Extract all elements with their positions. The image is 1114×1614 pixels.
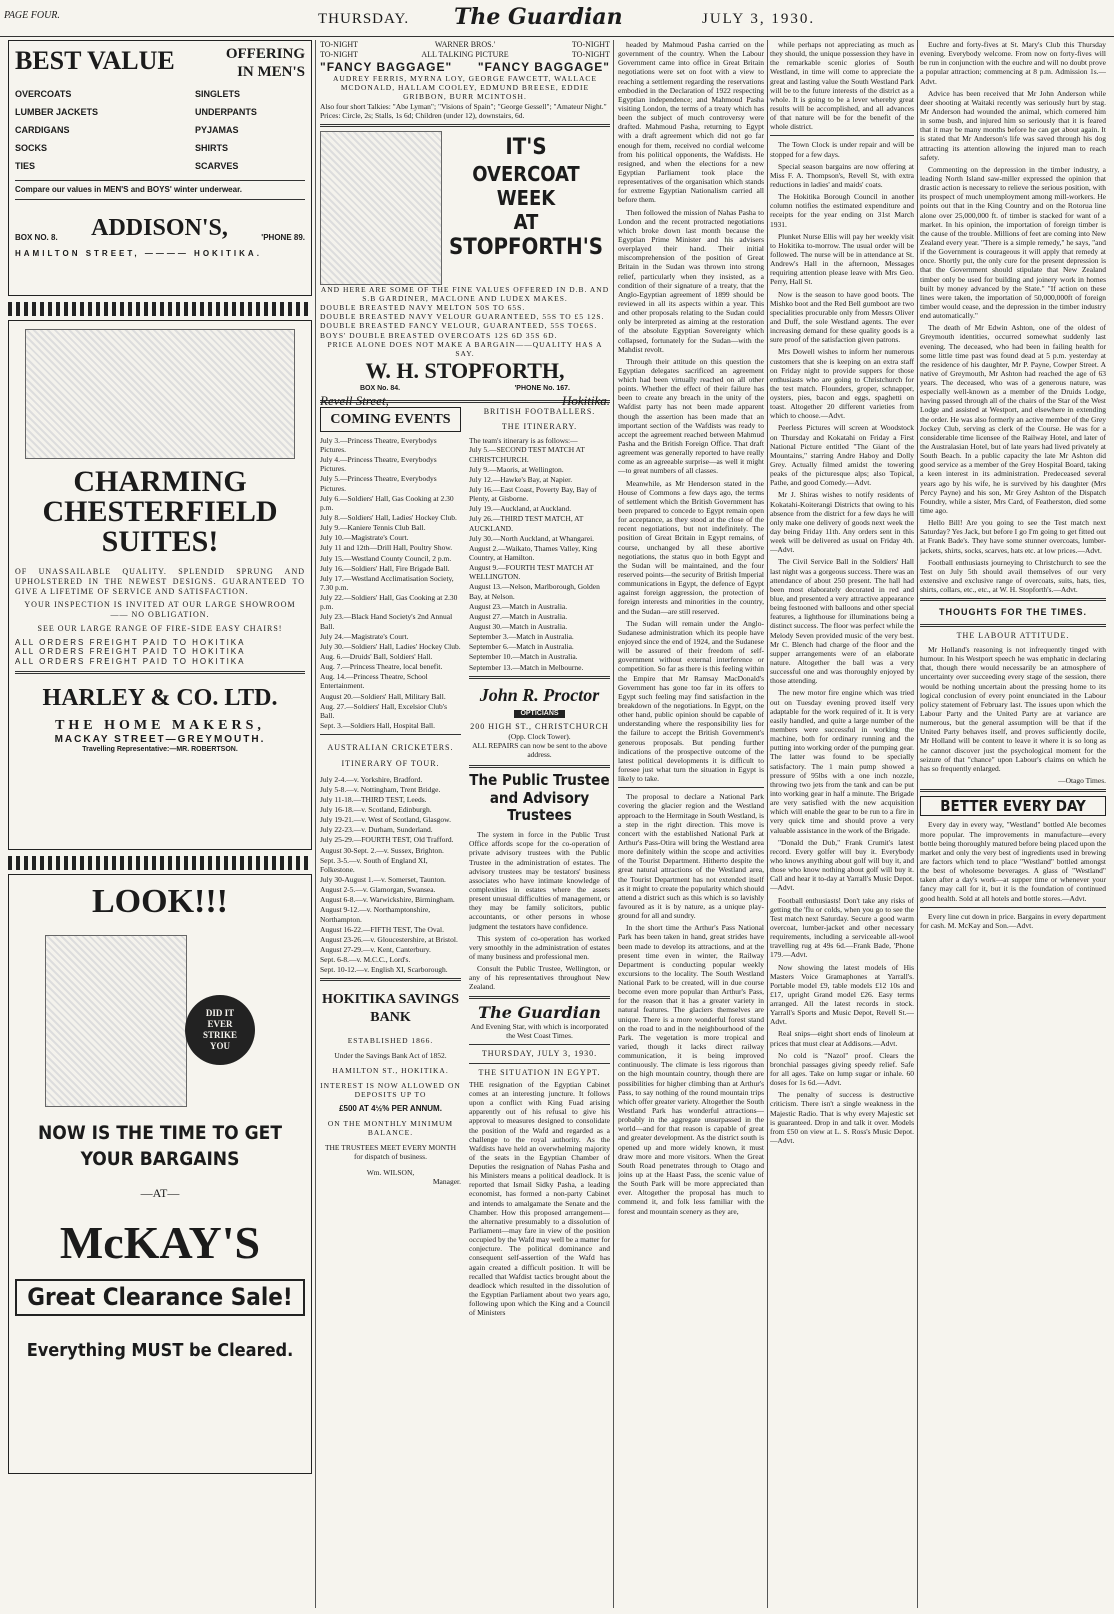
list-item: August 2-5.—v. Glamorgan, Swansea.: [320, 885, 436, 895]
column-5: [920, 40, 1106, 1608]
list-item: July 5.—Princess Theatre, Everybodys Pictures.: [320, 474, 437, 493]
bank-act: Under the Savings Bank Act of 1852.: [334, 1050, 447, 1060]
list-item: Aug. 14.—Princess Theatre, School Entertainment.: [320, 672, 428, 691]
badge-text: DID IT EVER STRIKE YOU: [202, 1008, 237, 1051]
list-item: August 30.—Match in Australia.: [469, 622, 568, 631]
bank-est: ESTABLISHED 1866.: [347, 1035, 434, 1045]
list-item: July 9.—Kaniere Tennis Club Ball.: [320, 523, 426, 533]
list-item: July 9.—Maoris, at Wellington.: [469, 464, 564, 474]
mckays-must: Everything MUST be Cleared.: [26, 1340, 294, 1362]
column-rule: [767, 40, 768, 1608]
egypt-paragraph: Meanwhile, as Mr Henderson stated in the House of Commons a few days ago, the terms of settlement which the British Government has been prepared to concede to Egypt remain open for acceptance, as they stood at the close of the recent negotiations, but not indefinitely. The position of Great Britain in Egypt remains, of course, unchanged by all these abortive negotiations, the status quo in both Egypt and the Sudan will be maintained, and the four reserved points—the security of British Imperial communications in Egypt, the defence of Egypt against foreign aggression, the protection of foreign interests and minorities in the country, and the Sudan—are still reserved.: [618, 478, 764, 616]
mckays-advert: [8, 874, 312, 1474]
column-2-lower: [320, 407, 610, 1417]
theatre-right-2: TO-NIGHT: [571, 49, 610, 59]
sub-column-right: [469, 407, 610, 1417]
editorial-date: THURSDAY, JULY 3, 1930.: [481, 1049, 598, 1059]
list-item: August 2.—Waikato, Thames Valley, King Country, at Hamilton.: [469, 543, 597, 563]
column-rule: [613, 40, 614, 1608]
proctor-addr: 200 HIGH ST., CHRISTCHURCH: [470, 722, 609, 732]
price-line: BOYS' DOUBLE BREASTED OVERCOATS 12S 6D 35S 6D.: [320, 330, 558, 340]
labour-sign: —Otago Times.: [1058, 775, 1106, 785]
list-item: August 9-12.—v. Northamptonshire, Northampton.: [320, 905, 431, 924]
border-decoration: [8, 302, 312, 316]
theatre-center-2: ALL TALKING PICTURE: [421, 49, 509, 59]
mckay-notice: Every line cut down in price. Bargains in every department for cash. M. McKay and Son.—Advt.: [920, 911, 1106, 930]
column-rule: [917, 40, 918, 1608]
divider: [920, 598, 1106, 601]
list-item: August 23.—Match in Australia.: [469, 601, 568, 611]
addisons-items: [15, 86, 305, 176]
news-item: Real snips—eight short ends of linoleum at prices that must clear at Addisons.—Advt.: [770, 1029, 914, 1048]
list-item: July 2-4.—v. Yorkshire, Bradford.: [320, 774, 423, 784]
orders-line: ALL ORDERS FREIGHT PAID TO HOKITIKA: [15, 647, 246, 657]
harley-headline-2: CHESTERFIELD: [42, 495, 278, 528]
list-item: August 27.—Match in Australia.: [469, 611, 568, 621]
news-item: Special season bargains are now offering at Miss F. A. Thompson's, Revell St, with extra reductions in ladies' and maids' coats.: [770, 161, 914, 189]
mckays-now: NOW IS THE TIME TO GET YOUR BARGAINS: [37, 1122, 282, 1170]
list-item: August 30-Sept. 2.—v. Sussex, Brighton.: [320, 845, 444, 855]
egypt-paragraph: The Sudan will remain under the Anglo-Sudanese administration which its people have enjoyed since the end of 1924, and the Sudanese will be assured of their freedom of self-government without external interference or competition. So far as there is this feeling within the Empire that Mr Ramsay MacDonald's Government has gone too far in its offers to Egypt such feeling may find satisfaction in the breakdown of the negotiations. In Egypt, on the other hand, public opinion should be capable of understanding where the responsibility lies for the failure to accept the British Government's generous proposals. But pending further indications of the prospective outcome of the latest political developments it is difficult to foresee just what turn the situation in Egypt is likely to take.: [618, 618, 764, 784]
news-item: No cold is "Nazol" proof. Clears the bronchial passages giving speedy relief. Safe for all ages. Take on lump sugar or inhale. 60 doses for 1s 6d.—Advt.: [770, 1050, 914, 1088]
list-item: Sept. 6-8.—v. M.C.C., Lord's.: [320, 955, 411, 965]
list-item: July 30.—Soldiers' Hall, Ladies' Hockey Club.: [320, 641, 461, 651]
labour-body: Mr Holland's reasoning is not infrequently tinged with humour. In his Westport speech he was emphatic in declaring that, though there would necessarily be an atmosphere of uncertainty over succeeding every stage of the session, there would be nothing uncertain about the pressing home to its logical conclusion of every point enunciated in the Labour policy statement of February last. The issues upon which the Labour Party and the United Party are at variance are numerous, but the general assumption will be that if the United Party behaves itself, and proves sufficiently docile, Mr Holland will be content to leave it where it is so long as he cannot discover just the psychological moment for the seizure of that "chance" upon Labour's claims on which he has so frequently enlarged.: [920, 645, 1106, 773]
issue-day: THURSDAY.: [318, 11, 410, 27]
theatre-top: [320, 40, 610, 60]
list-item: Sept. 3-5.—v. South of England XI, Folkestone.: [320, 855, 428, 874]
harley-headline-1: CHARMING: [73, 465, 247, 498]
mckays-look: LOOK!!!: [92, 883, 228, 920]
list-item: July 4.—Princess Theatre, Everybodys Pictures.: [320, 455, 437, 474]
issue-date: JULY 3, 1930.: [702, 11, 816, 27]
list-item: SOCKS: [15, 142, 48, 153]
stopforth-intro: AND HERE ARE SOME OF THE FINE VALUES OFFERED IN D.B. AND S.B GARDINER, MACLONE AND LUDEX MAKES.: [320, 284, 610, 303]
column-2: [320, 40, 610, 1608]
list-item: UNDERPANTS: [195, 106, 257, 117]
list-item: September 6.—Match in Australia.: [469, 642, 574, 652]
news-item: Advice has been received that Mr John Anderson while deer shooting at Waitaki recently was seriously hurt by stag. Mr Anderson had wounded the animal, which cornered him in some bush, and injured him so seriously that it is feared that it may be many months before he can get about again. It is stated that Mr Anderson's life was saved through his dog attracting its attention allowing the injured man to reach safety.: [920, 88, 1106, 162]
bank-interest: INTEREST IS NOW ALLOWED ON DEPOSITS UP TO: [320, 1081, 461, 1100]
list-item: July 16-18.—v. Scotland, Edinburgh.: [320, 805, 432, 815]
list-item: SHIRTS: [195, 142, 229, 153]
stopforth-advert: [320, 131, 610, 409]
addisons-items-left: [15, 86, 98, 176]
seated-man-illustration: [320, 131, 442, 285]
list-item: SINGLETS: [195, 88, 241, 99]
mckays-sale: Great Clearance Sale!: [15, 1279, 305, 1316]
harley-rep: Travelling Representative:—MR. ROBERTSON.: [82, 746, 238, 754]
news-item: The new motor fire engine which was tried out on Tuesday evening proved itself very adaptable for the work required of it. It is very easily handled, and quite a large number of the members were successful in working the machine, both for ordinary running and the putting into working order of the pumping gear. The latter was found to be specially satisfactory. The 1 main pump showed a pressure of 95lbs with a one inch nozzle, throwing two jets from the tank and can be put into working gear in half a minute. The Brigade are very satisfied with the new acquisition which will enable the gear to be run to a fire in very quick time and should prove a very valuable assistance in the work of the Brigade.: [770, 688, 914, 835]
editorial-paper-name: The Guardian: [478, 1002, 601, 1022]
list-item: July 16.—Soldiers' Hall, Fire Brigade Ball.: [320, 563, 450, 573]
column-4: [770, 40, 914, 1608]
news-item: Plunket Nurse Ellis will pay her weekly visit to Hokitika to-morrow. The usual order will be followed. The nurse will be in attendance at St. Andrew's Hall in the afternoon, Messages requiring attention please leave with Mrs Geo. Perry, Hall St.: [770, 231, 914, 287]
stopforth-h3: AT: [513, 210, 539, 235]
list-item: OVERCOATS: [15, 88, 72, 99]
list-item: July 11-18.—THIRD TEST, Leeds.: [320, 794, 427, 804]
egypt-paragraph: Then followed the mission of Nahas Pasha to London and the recent protracted negotiations which broke down last month because the Egyptian Prime Minister and his advisers overplayed their hand. Their initial miscomprehension of the position of Great Britain in the Sudan was thrown into strong relief, particularly when they insisted, as a condition of their signature of a treaty, that the Anglo-Egyptian agreement of 1899 should be reviewed in all its aspects within a year. This and other proposals relating to the Sudan could only be interpreted as aiming at the restoration of the absolute Egyptian Sovereignty which collapsed, fortunately for the Sudan—with the Mahdist revolt.: [618, 207, 764, 354]
stopforth-name: W. H. STOPFORTH,: [365, 357, 565, 383]
editorial-head: THE SITUATION IN EGYPT.: [478, 1068, 601, 1078]
theatre-right-1: TO-NIGHT: [571, 40, 610, 49]
theatre-titles: [320, 60, 610, 75]
harley-advert: [8, 320, 312, 850]
divider: [320, 734, 461, 735]
bank-role: Manager.: [432, 1176, 461, 1186]
price-line: DOUBLE BREASTED NAVY VELOUR GUARANTEED, 55S TO £5 12S.: [320, 312, 605, 322]
mckays-illustration: [15, 925, 305, 1115]
list-item: July 22.—Soldiers' Hall, Gas Cooking at 2.30 p.m.: [320, 593, 458, 612]
list-item: PYJAMAS: [195, 124, 239, 135]
list-item: July 16.—East Coast, Poverty Bay, Bay of Plenty, at Gisborne.: [469, 485, 597, 504]
list-item: August 27-29.—v. Kent, Canterbury.: [320, 945, 431, 955]
addisons-items-right: [195, 86, 305, 176]
footballers-intro: The team's itinerary is as follows:—: [469, 436, 578, 446]
news-item: Hello Bill! Are you going to see the Test match next Saturday? Yes Jack, but before I go I'm going to get fitted out at Frank Bade's. They have some stunner overcoats, lumber-jackets, shirts, socks, scarves, hats etc. at low prices.—Advt.: [920, 518, 1106, 555]
bank-title: HOKITIKA SAVINGS BANK: [321, 992, 460, 1025]
better-title: BETTER EVERY DAY: [920, 796, 1106, 816]
harley-orders: [15, 638, 305, 667]
list-item: July 30-August 1.—v. Somerset, Taunton.: [320, 875, 446, 885]
sub-column-left: [320, 407, 461, 1417]
divider: [920, 789, 1106, 792]
list-item: July 15.—Westland County Council, 2 p.m.: [320, 553, 452, 563]
bank-trustees: THE TRUSTEES MEET EVERY MONTH for dispatch of business.: [324, 1143, 457, 1162]
price-line: DOUBLE BREASTED NAVY MELTON 50S TO 65S.: [320, 303, 526, 313]
bank-rate: £500 AT 4½% PER ANNUM.: [339, 1104, 442, 1114]
editorial-sub: And Evening Star, with which is incorporated the West Coast Times.: [470, 1022, 609, 1041]
list-item: July 10.—Magistrate's Court.: [320, 533, 409, 543]
stopforth-h2: OVERCOAT WEEK: [472, 161, 580, 211]
divider: [920, 907, 1106, 908]
theatre-title: "FANCY BAGGAGE": [477, 59, 610, 74]
thoughts-title: THOUGHTS FOR THE TIMES.: [939, 607, 1087, 618]
list-item: LUMBER JACKETS: [15, 106, 99, 117]
bank-street: HAMILTON ST., HOKITIKA.: [332, 1065, 449, 1075]
news-item: The penalty of success is destructive criticism. There isn't a single weakness in the Majestic Radio. That is why every Majestic set is guaranteed. Drop in and talk it over. Models from £50 on view at L. S. Ross's Music Depot.—Advt.: [770, 1090, 914, 1146]
footballers-list: [469, 445, 610, 671]
list-item: July 17.—Westland Acclimatisation Society, 7.30 p.m.: [320, 573, 454, 593]
divider: [15, 199, 305, 200]
list-item: July 19-21.—v. West of Scotland, Glasgow.: [320, 815, 451, 825]
list-item: Sept. 3.—Soldiers Hall, Hospital Ball.: [320, 720, 435, 730]
proctor-opp: (Opp. Clock Tower).: [508, 731, 571, 741]
divider: [15, 671, 305, 674]
proctor-name: John R. Proctor: [479, 684, 600, 705]
cricketers-sub: ITINERARY OF TOUR.: [341, 758, 440, 768]
list-item: July 5-8.—v. Nottingham, Trent Bridge.: [320, 784, 441, 794]
list-item: July 25-29.—FOURTH TEST, Old Trafford.: [320, 835, 454, 845]
list-item: August 9.—FOURTH TEST MATCH AT WELLINGTON.: [469, 563, 594, 582]
list-item: July 12.—Hawke's Bay, at Napier.: [469, 474, 573, 484]
list-item: CARDIGANS: [15, 124, 70, 135]
park-paragraph: The proposal to declare a National Park covering the glacier region and the Westland approach to the Hermitage in South Westland, is a step in the right direction. This move is concert with the established National Park at Arthur's Pass-Otira will bring the Westland area more definitely within the scope and activities of the Tourist Department. Hitherto despite the great natural attractions of the Westland area, the Tourist Department has not extended itself as it might to create the popularity which should attend a district such as this which is so lavishly favoured as it is by nature, as a unique play-ground for all and sundry.: [618, 792, 764, 921]
list-item: Aug. 27.—Soldiers' Hall, Excelsior Club's Ball.: [320, 701, 448, 720]
divider: [469, 1044, 610, 1045]
paper-name: The Guardian: [454, 4, 623, 30]
news-item: Football enthusiasts journeying to Christchurch to see the Test on July 5th should avail themselves of our very extensive and exclusive range of overcoats, suits, hats, ties, shirts, collars, etc., etc., at W. H. Stopforth's.—Advt.: [920, 557, 1106, 595]
stopforth-street: Revell Street,: [320, 393, 389, 409]
column-1: [8, 40, 312, 1608]
strike-badge: [185, 995, 255, 1065]
news-item: Football enthusiasts! Don't take any risks of getting the 'flu or colds, when you go to see the Test match next Saturday. Secure a good warm overcoat, lumber-jacket and other necessary requirements, including a serviceable all-wool travelling rug at 49s 6d.—Frank Bade, 'Phone 179.—Advt.: [770, 895, 914, 960]
stopforth-h4: STOPFORTH'S: [448, 234, 604, 260]
cricketers-title: AUSTRALIAN CRICKETERS.: [327, 743, 454, 753]
theatre-center: [421, 40, 508, 60]
coming-events-list: [320, 436, 461, 730]
list-item: September 10.—Match in Australia.: [469, 652, 578, 662]
column-rule: [315, 40, 316, 1608]
list-item: TIES: [15, 160, 36, 171]
divider: [770, 135, 914, 136]
addisons-phone: 'PHONE 89.: [261, 233, 305, 243]
harley-street: MACKAY STREET—GREYMOUTH.: [54, 734, 266, 746]
mckays-at: —AT—: [140, 1186, 180, 1201]
news-item: Mr J. Shiras wishes to notify residents of Kokatahi-Koiterangi Districts that owing to his absence from the district for a few days he will only make one delivery of goods next week the day being Friday 11th. Any orders sent in this week will be delivered as usual on Friday 4th.—Advt.: [770, 490, 914, 555]
list-item: September 13.—Match in Melbourne.: [469, 662, 584, 672]
page-number: PAGE FOUR.: [4, 10, 60, 21]
better-body: Every day in every way, "Westland" bottled Ale becomes more popular. The improvements in manufacture—every bottle being thoroughly matured before being placed upon the market and only the very best of ingredients used in brewing are factors which tend to place "Westland" bottled amongst the best of wholesome beverages. A glass of "Westland" taken after a day's work—at supper time or whenever your fancy may call for it, but it is the foundation of continued good health. Sold at all hotels and bottle stores.—Advt.: [920, 820, 1106, 903]
harley-inspect: YOUR INSPECTION IS INVITED AT OUR LARGE SHOWROOM —— NO OBLIGATION.: [24, 600, 296, 619]
list-item: August 23-26.—v. Gloucestershire, at Bristol.: [320, 934, 458, 944]
bank-sign: Wm. WILSON,: [366, 1167, 415, 1177]
harley-homemakers: THE HOME MAKERS,: [55, 718, 265, 734]
list-item: July 6.—Soldiers' Hall, Gas Cooking at 2.30 p.m.: [320, 493, 454, 512]
chesterfield-illustration: [25, 329, 295, 459]
list-item: SCARVES: [195, 160, 239, 171]
public-trustee-advert: [469, 772, 610, 991]
list-item: July 23.—Black Hand Society's 2nd Annual Ball.: [320, 612, 453, 631]
addisons-street: HAMILTON STREET, ———— HOKITIKA.: [15, 249, 262, 259]
list-item: July 5.—SECOND TEST MATCH AT CHRISTCHURCH.: [469, 445, 585, 464]
news-item: Commenting on the depression in the timber industry, a leading North Island saw-miller expressed the opinion that drastic action is necessary to relieve the serious position, with its prospect of much unemployment among mill-workers. He points out that in the King Country and on the Rotorua line alone over 25,000,000 ft. of timber is stacked for want of a market. In his opinion, the importation of foreign timber is the cause of the trouble. Millions of feet are coming into New Zealand every year. "There is a simple remedy," he says, "and if the Government is courageous it will apply that remedy at once. Shortly put, the only cure for the present depression is that the Government should stipulate that New Zealand timber only be used for building and joinery work in homes built by money advanced by the State." "If action on these lines were taken, the importation of 50,000,000ft of foreign timber would cease, and the depression in the timber industry end automatically.": [920, 164, 1106, 321]
news-item: while perhaps not appreciating as much as they should, the unique possession they have in the remarkable scenic glories of South Westland, in time will come to appreciate the great and lasting value the South Westland Park will be to the future interests of the district as a whole. It is going to be a lever whereby great results will be accomplished, and all advances of that nature will be for the benefit of the whole district.: [770, 40, 914, 132]
list-item: August 13.—Nelson, Marlborough, Golden Bay, at Nelson.: [469, 582, 600, 601]
orders-line: ALL ORDERS FREIGHT PAID TO HOKITIKA: [15, 657, 246, 666]
harley-name: HARLEY & CO. LTD.: [42, 684, 278, 711]
column-3: [618, 40, 764, 1608]
mckays-name: McKAY'S: [59, 1216, 261, 1268]
labour-title: THE LABOUR ATTITUDE.: [956, 631, 1070, 641]
list-item: July 19.—Auckland, at Auckland.: [469, 504, 572, 514]
addisons-title-right: OFFERING IN MEN'S: [225, 46, 305, 81]
savings-bank-advert: [320, 991, 461, 1185]
list-item: July 26.—THIRD TEST MATCH, AT AUCKLAND.: [469, 514, 584, 533]
list-item: July 11 and 12th—Drill Hall, Poultry Show.: [320, 543, 453, 553]
park-paragraph: In the short time the Arthur's Pass National Park has been taken in hand, great strides have been made to develop its attractions, and at the present time even in winter, the Railway Department is conducting popular weekly excursions to the locality. The South Westland National Park to be created, will in due course become even more popular than Arthur's Pass, for the reason that it has a greater variety in natural features. The glaciers themselves are unique. There is a more wonderful forest stand on the road to and in the neighbourhood of the Park. The vegetation is more tropical and varied, though it lacks direct railway communication, it is being improved continuously. The climate is less rigorous than on the high mountain country, though there are possibilities for higher climbing than at Arthur's Pass, to say nothing of the round mountain trips which offer greater variety. Altogether the South Westland Park has wonderful attractions—probably in the aggregate unsurpassed in the world—and for that reason is capable of great and greater development. As the district south is opened up and more widely known, it must draw more and more visitors. When the Great South Road penetrates through to Otago and joins up at the Haast Pass, the scenic value of the South Park will be more appreciated than ever. Altogether the proposal has much to commend it, and folk less familiar with the forest and mountain scenery as they are,: [618, 923, 764, 1216]
news-item: The Hokitika Borough Council in another column notifies the estimated expenditure and receipts for the year ending on 31st March 1931.: [770, 192, 914, 229]
theatre-left-2: TO-NIGHT: [320, 49, 359, 59]
news-item: Now is the season to have good boots. The Mishko boot and the Red Bell gumboot are two specialities procurable only from Messrs Oliver and Duff, the sole Westland agents. The ever increasing demand for these quality goods is a sure proof of the satisfaction given patrons.: [770, 289, 914, 345]
trustee-body-2: This system of co-operation has worked very smoothly in the administration of estates of many business and professional men.: [469, 933, 610, 961]
theatre-center-1: WARNER BROS.': [434, 40, 496, 49]
theatre-left: [320, 40, 358, 60]
border-decoration: [8, 856, 312, 870]
editorial: [469, 1003, 610, 1318]
stopforth-contacts: [320, 385, 610, 394]
theatre-left-1: TO-NIGHT: [320, 40, 359, 49]
cricketers-list: [320, 775, 461, 975]
news-item: The Town Clock is under repair and will be stopped for a few days.: [770, 140, 914, 159]
coming-events-title: COMING EVENTS: [320, 407, 461, 432]
list-item: July 8.—Soldiers' Hall, Ladies' Hockey Club.: [320, 513, 457, 523]
footballers-title: BRITISH FOOTBALLERS.: [483, 406, 596, 416]
list-item: September 3.—Match in Australia.: [469, 632, 574, 642]
harley-headline-3: SUITES!: [101, 525, 219, 558]
news-item: Now showing the latest models of His Masters Voice Gramaphones at Yarrall's. Portable model £9, table models £12 10s and £17, upright Grand model £26. Easy terms arranged. All the latest records in stock. Yarrall's Sports and Music Depot, Revell St.—Advt.: [770, 962, 914, 1027]
theatre-prices: Prices: Circle, 2s; Stalls, 1s 6d; Children (under 12), downstairs, 6d.: [320, 110, 525, 120]
theatre-title: "FANCY BAGGAGE": [320, 59, 453, 74]
list-item: Aug. 7.—Princess Theatre, local benefit.: [320, 662, 443, 672]
list-item: July 30.—North Auckland, at Whangarei.: [469, 533, 595, 543]
trustee-title: The Public Trustee and Advisory Trustees: [469, 771, 610, 824]
addisons-name: ADDISON'S,: [91, 214, 228, 241]
price-line: DOUBLE BREASTED FANCY VELOUR, GUARANTEED, 55S TO£6S.: [320, 321, 598, 331]
divider: [618, 787, 764, 788]
stopforth-price: PRICE ALONE DOES NOT MAKE A BARGAIN——QUALITY HAS A SAY.: [327, 339, 603, 358]
addisons-title-left: BEST VALUE: [15, 46, 175, 75]
proctor-sub: OPTICIANS: [514, 710, 564, 719]
proctor-repairs: ALL REPAIRS can now be sent to the above address.: [472, 741, 607, 760]
theatre-right: [572, 40, 610, 60]
proctor-advert: [469, 685, 610, 760]
theatre-cast: AUDREY FERRIS, MYRNA LOY, GEORGE FAWCETT, WALLACE MCDONALD, HALLAM COOLEY, EDMUND BREESE, EDDIE GRIBBON, BURR MCINTOSH.: [332, 74, 598, 102]
divider: [920, 624, 1106, 627]
list-item: Sept. 10-12.—v. English XI, Scarborough.: [320, 965, 448, 975]
addisons-compare: Compare our values in MEN'S and BOYS' winter underwear.: [15, 185, 242, 195]
bank-monthly: ON THE MONTHLY MINIMUM BALANCE.: [327, 1119, 454, 1138]
list-item: July 3.—Princess Theatre, Everybodys Pictures.: [320, 435, 437, 455]
editorial-body: THE resignation of the Egyptian Cabinet comes at an interesting juncture. It follows upon a conflict with King Fuad arising apparently out of his refusal to give his approval to measures designed to consolidate the position of the Wafd and regarded as a challenge to the royal authority. As the Wafdists have held an overwhelming majority of the seats in the Egyptian Chamber of Deputies the resignation of Nahas Pasha and his Ministers means a political deadlock. It is reported that Ismail Sidky Pasha, a leading economist, has formed a non-party Cabinet and intends to amalgamate the Senate and the Chamber. How this proposed arrangement—the alternative presumably to a dissolution of Parliament—may fare in view of the position occupied by the Wafd may well be a matter for conjecture. The political dominance and consequent self-assertion of the Wafd has again created a difficult position. It will be recalled that Wafdist tactics brought about the deadlock which resulted in the dissolution of the Egyptian Parliament about two years ago, following upon which the King and a Council of Ministers: [469, 1079, 610, 1318]
news-item: Euchre and forty-fives at St. Mary's Club this Thursday evening. Everybody welcome. From now on forty-fives will be run in conjunction with the euchre and will no doubt prove a popular attraction; commencing at 8 p.m. Admission 1s.—Advt.: [920, 40, 1106, 86]
divider: [469, 765, 610, 768]
stopforth-headline: [442, 131, 610, 285]
orders-line: ALL ORDERS FREIGHT PAID TO HOKITIKA: [15, 637, 246, 647]
stopforth-town: Hokitika.: [561, 393, 610, 409]
stopforth-h1: IT'S: [505, 134, 547, 160]
harley-range: SEE OUR LARGE RANGE OF FIRE-SIDE EASY CHAIRS!: [37, 623, 283, 633]
list-item: August 16-22.—FIFTH TEST, The Oval.: [320, 924, 444, 934]
divider: [469, 996, 610, 999]
news-item: Peerless Pictures will screen at Woodstock on Thursday and Kokatahi on Friday a First National Picture entitled "The Giant of the Mountains," starring Andre Haboy and Dolly Grey. Actually filmed amidst the towering peaks of the picturesque alps; also Topical, Pathe, and good Comedy.—Advt.: [770, 423, 914, 488]
news-item: Mrs Dowell wishes to inform her numerous customers that she is keeping on an extra staff on Friday night to provide suppers for those enthusiasts who are going to Christchurch for the test match. Flounders, groper, schnapper, oysters, pies, bacon and eggs, spaghetti on toast. Altogether 20 different varieties from which to choose.—Advt.: [770, 347, 914, 421]
egypt-paragraph: Through their attitude on this question the Egyptian delegates sacrificed an agreement which had been virtually reached on all other points. Whether the effect of their failure has been to create any breach in the unity of the Wafdist party has not been made apparent though the assertion has been made that an important section of the Wafdists was ready to accept the agreement reached between Mahmud Pasha and the British Foreign Office. That draft agreement was generally reported to have really come as an agreeable surprise—as well it might—to great numbers of all classes.: [618, 356, 764, 476]
stopforth-lines: [320, 303, 610, 340]
trustee-body-3: Consult the Public Trustee, Wellington, or any of his representatives throughout New Zealand.: [469, 964, 610, 992]
list-item: July 24.—Magistrate's Court.: [320, 631, 409, 641]
divider: [320, 978, 461, 981]
divider: [320, 124, 610, 127]
stopforth-box: BOX No. 84.: [360, 384, 401, 392]
egypt-paragraph: headed by Mahmoud Pasha carried on the government of the country. When the Labour Government came into office in Great Britain negotiations were set on foot with a view to reaching a settlement regarding the reservations embodied in the Declaration of 1922 respecting Egyptian independence; and Mahmoud Pasha visiting London, the terms of a treaty which has been the subject of much controversy were drafted. Mahmoud Pasha, returning to Egypt with a draft agreement which did not go far enough for them, received no cordial welcome from his political opponents, the Wafdists. He resigned, and when the elections for a new Egyptian Parliament took place the representatives of the organisation which stands for extreme Egyptian Nationalism carried all before them.: [618, 40, 764, 205]
addisons-advert: [8, 40, 312, 296]
footballers-sub: THE ITINERARY.: [501, 421, 578, 431]
harley-body: OF UNASSAILABLE QUALITY. SPLENDID SPRUNG AND UPHOLSTERED IN THE NEWEST DESIGNS. GUARANTEED TO GIVE A LIFETIME OF SERVICE AND SATISFACTION.: [15, 567, 305, 596]
man-illustration: [45, 935, 187, 1107]
theatre-advert: [320, 40, 610, 120]
addisons-header: [15, 45, 305, 82]
masthead: [0, 0, 1114, 37]
theatre-shorts: Also four short Talkies: "Abe Lyman"; "Visions of Spain"; "George Gessell"; "Amateur Night.": [320, 101, 607, 111]
stopforth-phone: 'PHONE No. 167.: [514, 384, 570, 392]
list-item: August 6-8.—v. Warwickshire, Birmingham.: [320, 895, 455, 905]
news-item: The death of Mr Edwin Ashton, one of the oldest of Greymouth identities, occurred somewhat suddenly last evening. The deceased, who had been in failing health for some little time past was found dead at 5 p.m. yesterday at the residence of his daughter, Mr P. Payne, Cowper Street. A native of Greymouth, Mr Ashton had reached the age of 63 years. The deceased, who was of a generous nature, was especially well-known as a member of the Druids Lodge, having passed through all of the chairs of the Star of the West Lodge and assisted at Westport, and elsewhere in extending the order. He was also formerly an active member of the Grey Jockey Club, serving as clerk of the Course. He was for a considerable time licensee of the Railway Hotel, and later of the Australasian Hotel, but of late years had lived privately at South Beach. In a public capacity the late Mr Ashton did good service as a member of the Grey Hospital Board, taking a keen interest in its administration. Predeceased several years ago by his wife, he is survived by his daughter (Mrs Percy Payne) and his son, Mr Grey Ashton of the Dispatch Foundry, while a sister, Mrs Card, of Featherston, died some time ago.: [920, 323, 1106, 516]
divider: [469, 676, 610, 679]
list-item: Aug. 6.—Druids' Ball, Soldiers' Hall.: [320, 652, 433, 661]
addisons-box: BOX NO. 8.: [15, 233, 58, 243]
divider: [469, 1063, 610, 1064]
news-item: The Civil Service Ball in the Soldiers' Hall last night was a gorgeous success. There was an attendance of about 250 present. The hall had been most elaborately decorated in red and blue, and presented a very attractive appearance being festooned with balloons and other special features, a lighthouse for illuminations being a distinct success. The floor was perfect while the Melody Seven provided music of the very best. Mr C. Blench had charge of the floor and the supper arrangements were of an elaborate nature. Altogether the ball was a very successful one and was thoroughly enjoyed by those attending.: [770, 557, 914, 686]
list-item: July 22-23.—v. Durham, Sunderland.: [320, 825, 433, 835]
list-item: August 20.—Soldiers' Hall, Military Ball.: [320, 691, 446, 701]
divider: [15, 180, 305, 181]
addisons-footer: [15, 214, 305, 243]
news-item: "Donald the Dub," Frank Crumit's latest record. Every golfer will buy it. Everybody who knows anything about golf will buy it, and those who know nothing about golf will buy it. Call and hear it to-day at Yarrall's Music Depot.—Advt.: [770, 837, 914, 893]
stopforth-top: [320, 131, 610, 285]
trustee-body-1: The system in force in the Public Trust Office affords scope for the co-operation of private advisory trustees with the Public Trustee in the administration of estates. The advisory trustees may be testators' business associates who have intimate knowledge of complexities in estates where the assets present unusual difficulties of management, or they may be family solicitors, public accountants, or other persons in whose judgment the testators have confidence.: [469, 830, 610, 931]
